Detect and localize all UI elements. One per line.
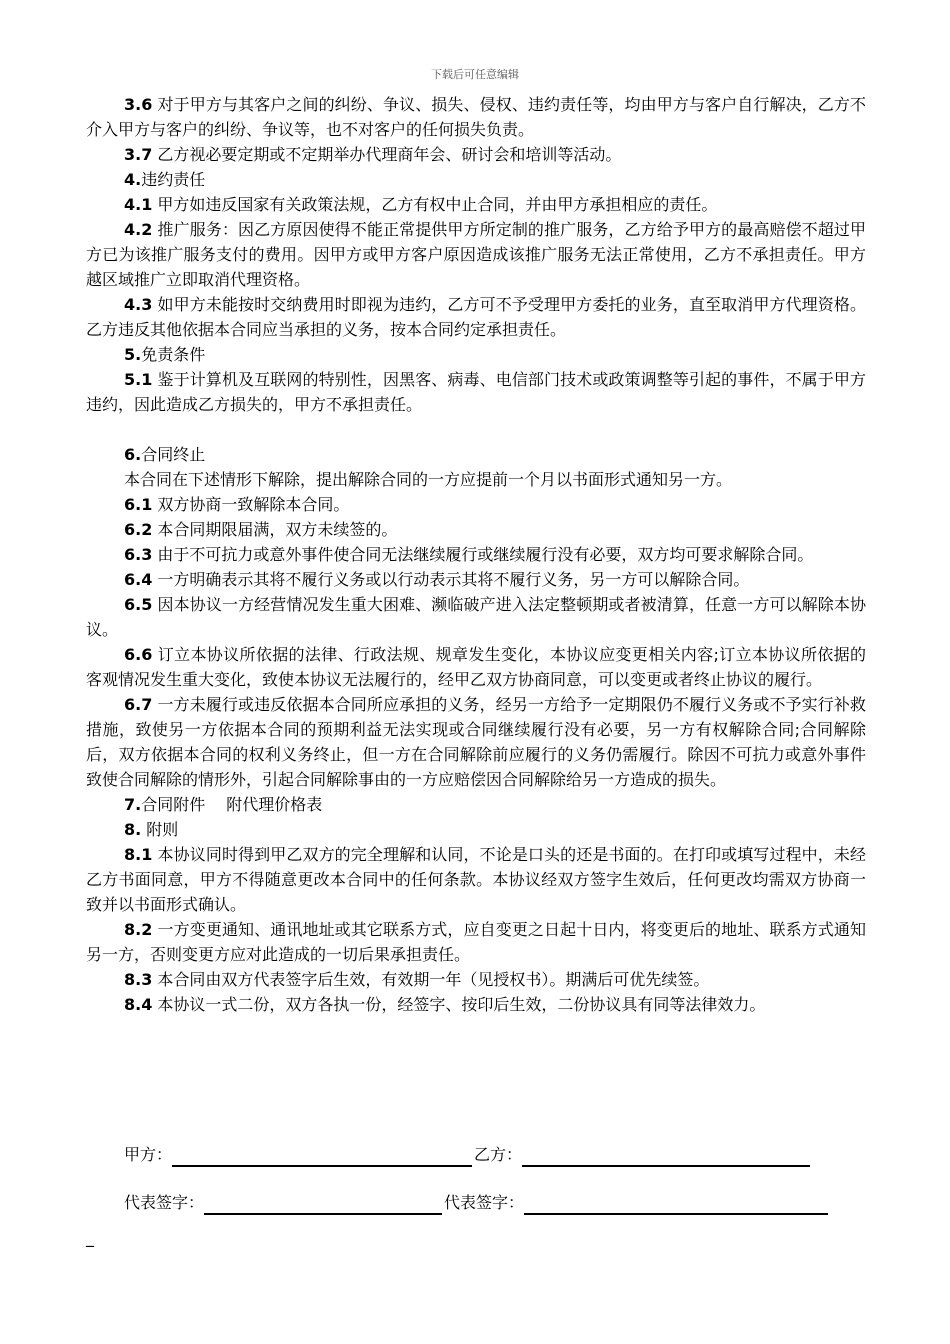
clause-paragraph [86,917,866,967]
clause-number: 6.1 [124,495,153,514]
clause-text: 乙方视必要定期或不定期举办代理商年会、研讨会和培训等活动。 [152,145,622,164]
clause-text: 因本协议一方经营情况发生重大困难、濒临破产进入法定整顿期或者被清算，任意一方可以解除本协议。 [86,595,866,639]
clause-paragraph [86,442,866,467]
rep-a-signature-line[interactable] [204,1193,442,1215]
clause-text: 附则 [141,820,179,839]
clause-number: 8.4 [124,995,153,1014]
clause-text: 一方未履行或违反依据本合同所应承担的义务，经另一方给予一定期限仍不履行义务或不予实行补救措施，致使另一方依据本合同的预期利益无法实现或合同继续履行没有必要，另一方有权解除合同;合同解除后，双方依据本合同的权利义务终止，但一方在合同解除前应履行的义务仍需履行。除因不可抗力或意外事件致使合同解除的情形外，引起合同解除事由的一方应赔偿因合同解除给另一方造成的损失。 [86,695,866,789]
clause-number: 6.2 [124,520,153,539]
clause-paragraph [86,592,866,642]
clause-text: 本协议同时得到甲乙双方的完全理解和认同，不论是口头的还是书面的。在打印或填写过程中，未经乙方书面同意，甲方不得随意更改本合同中的任何条款。本协议经双方签字生效后，任何更改均需双方协商一致并以书面形式确认。 [86,845,866,914]
signature-row-representatives [86,1190,876,1215]
clause-number: 4.2 [124,220,153,239]
clause-paragraph [86,567,866,592]
party-b-signature-line[interactable] [522,1145,810,1167]
clause-paragraph [86,367,866,417]
rep-b-label: 代表签字： [444,1193,525,1212]
clause-paragraph [86,342,866,367]
clause-paragraph [86,992,866,1017]
clause-number: 6.4 [124,570,153,589]
clause-paragraph [86,492,866,517]
clause-number: 3.6 [124,95,153,114]
clause-text: 本协议一式二份，双方各执一份，经签字、按印后生效，二份协议具有同等法律效力。 [152,995,766,1014]
clause-text: 订立本协议所依据的法律、行政法规、规章发生变化，本协议应变更相关内容;订立本协议所依据的客观情况发生重大变化，致使本协议无法履行的，经甲乙双方协商同意，可以变更或者终止协议的履行。 [86,645,866,689]
clause-text: 由于不可抗力或意外事件使合同无法继续履行或继续履行没有必要，双方均可要求解除合同。 [152,545,814,564]
party-a-signature-line[interactable] [172,1145,472,1167]
clause-paragraph [86,817,866,842]
clause-number: 6.7 [124,695,153,714]
clause-text: 合同终止 [141,445,206,464]
clause-text: 一方明确表示其将不履行义务或以行动表示其将不履行义务，另一方可以解除合同。 [152,570,750,589]
clause-number: 8.1 [124,845,153,864]
paragraph-gap [86,417,866,442]
clause-number: 5. [124,345,142,364]
clause-text: 双方协商一致解除本合同。 [152,495,350,514]
clause-text: 鉴于计算机及互联网的特别性，因黑客、病毒、电信部门技术或政策调整等引起的事件，不属于甲方违约，因此造成乙方损失的，甲方不承担责任。 [86,370,866,414]
clause-paragraph [86,467,866,492]
clause-number: 8.2 [124,920,153,939]
clause-number: 3.7 [124,145,153,164]
clause-paragraph [86,167,866,192]
party-a-label: 甲方： [124,1145,173,1164]
clause-paragraph [86,692,866,792]
clause-number: 7. [124,795,142,814]
clause-number: 6. [124,445,142,464]
rep-b-signature-line[interactable] [524,1193,828,1215]
signature-row-parties [86,1142,876,1167]
clause-number: 5.1 [124,370,153,389]
clause-paragraph [86,217,866,292]
clause-text: 免责条件 [141,345,206,364]
clause-number: 4.3 [124,295,153,314]
clause-number: 6.5 [124,595,153,614]
clause-paragraph [86,192,866,217]
clause-text: 合同附件 附代理价格表 [141,795,323,814]
clause-paragraph [86,292,866,342]
clause-paragraph [86,542,866,567]
page-header: 下载后可任意编辑 [431,68,519,81]
clause-paragraph [86,842,866,917]
clause-paragraph [86,967,866,992]
party-b-label: 乙方： [474,1145,523,1164]
clause-paragraph [86,92,866,142]
clause-number: 8.3 [124,970,153,989]
clause-number: 6.3 [124,545,153,564]
clause-number: 4.1 [124,195,153,214]
clause-paragraph [86,142,866,167]
clause-text: 如甲方未能按时交纳费用时即视为违约，乙方可不予受理甲方委托的业务，直至取消甲方代理资格。乙方违反其他依据本合同应当承担的义务，按本合同约定承担责任。 [86,295,866,339]
clause-number: 4. [124,170,142,189]
rep-a-label: 代表签字： [124,1193,205,1212]
clause-paragraph [86,517,866,542]
clause-text: 一方变更通知、通讯地址或其它联系方式，应自变更之日起十日内，将变更后的地址、联系方式通知另一方，否则变更方应对此造成的一切后果承担责任。 [86,920,866,964]
clause-number: 8. [124,820,142,839]
clause-text: 本合同在下述情形下解除，提出解除合同的一方应提前一个月以书面形式通知另一方。 [124,470,733,489]
clause-text: 本合同期限届满，双方未续签的。 [152,520,398,539]
clause-text: 甲方如违反国家有关政策法规，乙方有权中止合同，并由甲方承担相应的责任。 [152,195,718,214]
contract-body [86,92,866,1017]
trailing-underscore: _ [86,1228,94,1247]
clause-text: 推广服务：因乙方原因使得不能正常提供甲方所定制的推广服务，乙方给予甲方的最高赔偿不超过甲方已为该推广服务支付的费用。因甲方或甲方客户原因造成该推广服务无法正常使用，乙方不承担责任。甲方越区域推广立即取消代理资格。 [86,220,866,289]
clause-text: 违约责任 [141,170,206,189]
clause-text: 本合同由双方代表签字后生效，有效期一年（见授权书）。期满后可优先续签。 [152,970,710,989]
clause-text: 对于甲方与其客户之间的纠纷、争议、损失、侵权、违约责任等，均由甲方与客户自行解决，乙方不介入甲方与客户的纠纷、争议等，也不对客户的任何损失负责。 [86,95,866,139]
clause-paragraph [86,792,866,817]
clause-paragraph [86,642,866,692]
clause-number: 6.6 [124,645,153,664]
